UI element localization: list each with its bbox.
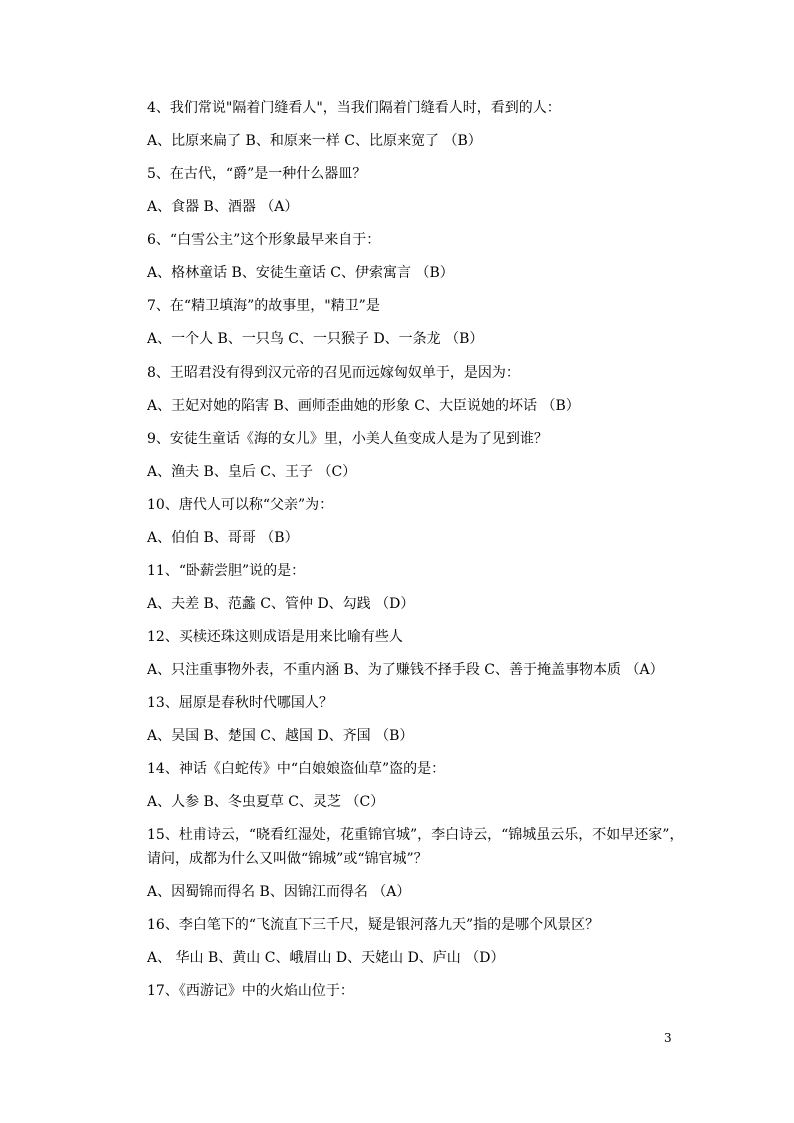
question-6: 6、“白雪公主”这个形象最早来自于： (147, 232, 381, 248)
question-12: 12、买椟还珠这则成语是用来比喻有些人 (147, 629, 403, 645)
question-4: 4、我们常说"隔着门缝看人"，当我们隔着门缝看人时，看到的人： (147, 100, 561, 116)
question-15-line-2: 请问，成都为什么又叫做“锦城”或“锦官城”？ (147, 851, 428, 867)
question-8: 8、王昭君没有得到汉元帝的召见而远嫁匈奴单于，是因为： (147, 365, 520, 381)
answer-options-10: A、伯伯 B、哥哥 （B） (147, 530, 299, 546)
answer-options-5: A、食器 B、酒器 （A） (147, 199, 299, 215)
question-14: 14、神话《白蛇传》中“白娘娘盗仙草”盗的是： (147, 761, 446, 777)
question-17: 17、《西游记》中的火焰山位于： (147, 983, 354, 999)
question-13: 13、屈原是春秋时代哪国人？ (147, 695, 333, 711)
answer-options-11: A、夫差 B、范蠡 C、管仲 D、勾践 （D） (147, 596, 415, 612)
answer-options-16: A、 华山 B、黄山 C、峨眉山 D、天姥山 D、庐山 （D） (147, 950, 505, 966)
answer-options-4: A、比原来扁了 B、和原来一样 C、比原来宽了 （B） (147, 133, 482, 149)
answer-options-15: A、因蜀锦而得名 B、因锦江而得名 （A） (147, 884, 411, 900)
question-7: 7、在“精卫填海”的故事里，"精卫”是 (147, 298, 380, 314)
question-5: 5、在古代，“爵”是一种什么器皿？ (147, 166, 367, 182)
question-11: 11、“卧薪尝胆”说的是： (147, 563, 306, 579)
question-9: 9、安徒生童话《海的女儿》里，小美人鱼变成人是为了见到谁？ (147, 431, 548, 447)
question-16: 16、李白笔下的“飞流直下三千尺，疑是银河落九天”指的是哪个风景区？ (147, 917, 600, 933)
answer-options-8: A、王妃对她的陷害 B、画师歪曲她的形象 C、大臣说她的坏话 （B） (147, 398, 580, 414)
answer-options-12: A、只注重事物外表，不重内涵 B、为了赚钱不择手段 C、善于掩盖事物本质 （A） (147, 662, 664, 678)
answer-options-13: A、吴国 B、楚国 C、越国 D、齐国 （B） (147, 728, 414, 744)
question-10: 10、唐代人可以称“父亲”为： (147, 497, 334, 513)
answer-options-9: A、渔夫 B、皇后 C、王子 （C） (147, 464, 357, 480)
answer-options-14: A、人参 B、冬虫夏草 C、灵芝 （C） (147, 794, 385, 810)
question-15-line-1: 15、杜甫诗云，“晓看红湿处，花重锦官城”，李白诗云，“锦城虽云乐，不如早还家”， (147, 827, 684, 843)
page-number: 3 (664, 1031, 672, 1045)
answer-options-7: A、一个人 B、一只鸟 C、一只猴子 D、一条龙 （B） (147, 331, 484, 347)
answer-options-6: A、格林童话 B、安徒生童话 C、伊索寓言 （B） (147, 265, 454, 281)
